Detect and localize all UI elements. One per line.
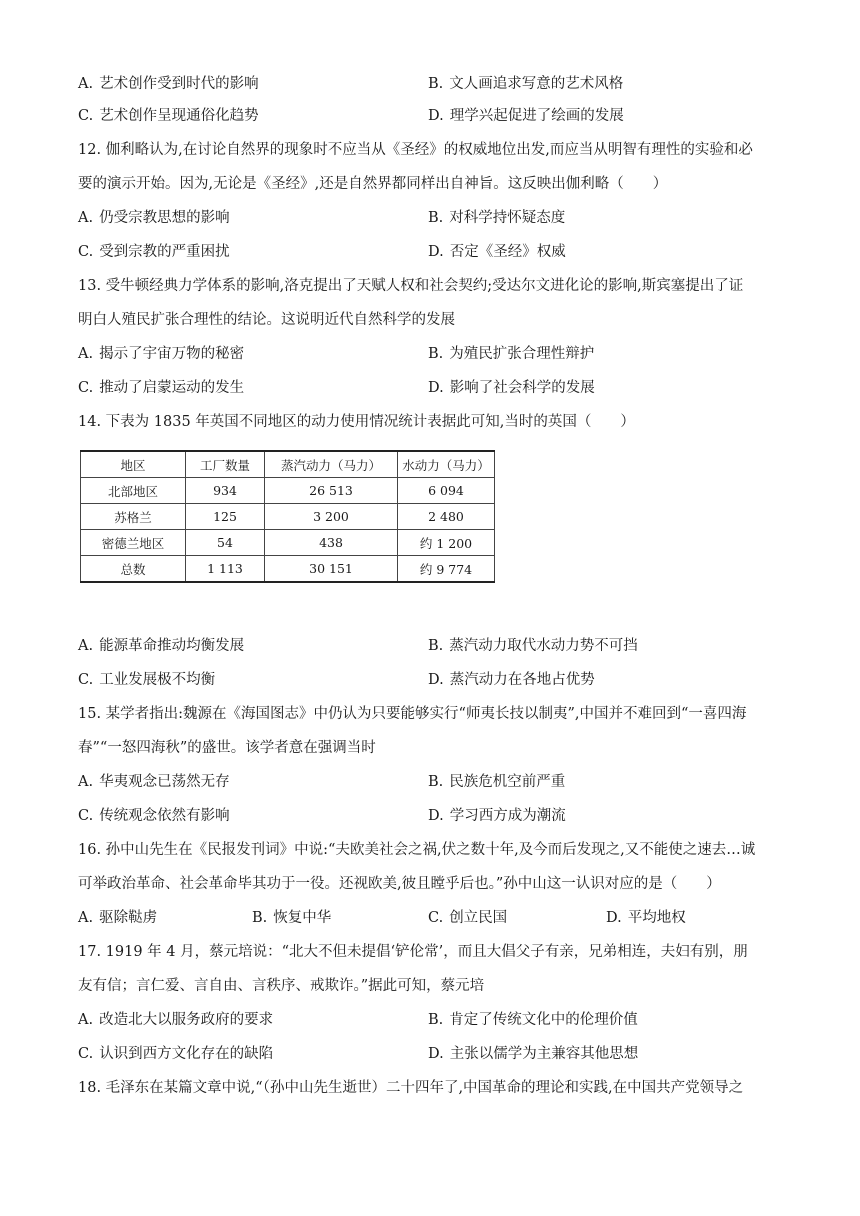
q17-option-a: A. 改造北大以服务政府的要求 <box>78 1012 274 1028</box>
q17-option-c: C. 认识到西方文化存在的缺陷 <box>78 1046 274 1062</box>
q16-stem-line1: 16. 孙中山先生在《民报发刊词》中说:“夫欧美社会之祸,伏之数十年,及今而后发现之,又不能使之速去…诚 <box>78 842 756 858</box>
q16-option-b: B. 恢复中华 <box>252 910 332 926</box>
q13-option-d: D. 影响了社会科学的发展 <box>428 380 595 396</box>
q12-stem-line2: 要的演示开始。因为,无论是《圣经》,还是自然界都同样出自神旨。这反映出伽利略（ ） <box>78 176 668 192</box>
q16-option-c: C. 创立民国 <box>428 910 508 926</box>
table-row <box>81 530 495 556</box>
table-row <box>81 556 495 583</box>
table-cell: 约 1 200 <box>398 530 495 556</box>
table-cell: 6 094 <box>398 478 495 504</box>
table-cell: 北部地区 <box>81 478 186 504</box>
q15-stem-line2: 春”“一怒四海秋”的盛世。该学者意在强调当时 <box>78 740 376 756</box>
q12-option-c: C. 受到宗教的严重困扰 <box>78 244 230 260</box>
table-cell: 54 <box>186 530 265 556</box>
table-cell: 934 <box>186 478 265 504</box>
q11-option-c: C. 艺术创作呈现通俗化趋势 <box>78 108 259 124</box>
q13-stem-line2: 明白人殖民扩张合理性的结论。这说明近代自然科学的发展 <box>78 312 455 328</box>
table-cell: 约 9 774 <box>398 556 495 583</box>
table-cell: 1 113 <box>186 556 265 583</box>
q12-option-b: B. 对科学持怀疑态度 <box>428 210 566 226</box>
q16-option-d: D. 平均地权 <box>606 910 686 926</box>
q16-option-a: A. 驱除鞑虏 <box>78 910 158 926</box>
q17-stem-line2: 友有信；言仁爱、言自由、言秩序、戒欺诈。”据此可知，蔡元培 <box>78 978 485 994</box>
q11-option-b: B. 文人画追求写意的艺术风格 <box>428 76 624 92</box>
q11-option-d: D. 理学兴起促进了绘画的发展 <box>428 108 624 124</box>
table-cell: 苏格兰 <box>81 504 186 530</box>
table-header-cell: 工厂数量 <box>186 451 265 478</box>
q13-stem-line1: 13. 受牛顿经典力学体系的影响,洛克提出了天赋人权和社会契约;受达尔文进化论的影响,斯宾塞提出了证 <box>78 278 744 294</box>
table-cell: 125 <box>186 504 265 530</box>
q12-option-d: D. 否定《圣经》权威 <box>428 244 566 260</box>
q14-stem-line1: 14. 下表为 1835 年英国不同地区的动力使用情况统计表据此可知,当时的英国（ ） <box>78 414 635 430</box>
q15-option-a: A. 华夷观念已荡然无存 <box>78 774 230 790</box>
q13-option-a: A. 揭示了宇宙万物的秘密 <box>78 346 245 362</box>
table-header-row <box>81 451 495 478</box>
q12-option-a: A. 仍受宗教思想的影响 <box>78 210 230 226</box>
table-header-cell: 水动力（马力） <box>398 451 495 478</box>
table-cell: 2 480 <box>398 504 495 530</box>
table-cell: 438 <box>265 530 398 556</box>
power-usage-table <box>80 450 495 583</box>
table-cell: 密德兰地区 <box>81 530 186 556</box>
q17-option-b: B. 肯定了传统文化中的伦理价值 <box>428 1012 638 1028</box>
table-row <box>81 504 495 530</box>
q12-stem-line1: 12. 伽利略认为,在讨论自然界的现象时不应当从《圣经》的权威地位出发,而应当从明智有理性的实验和必 <box>78 142 753 158</box>
q15-option-c: C. 传统观念依然有影响 <box>78 808 230 824</box>
q13-option-c: C. 推动了启蒙运动的发生 <box>78 380 245 396</box>
table-row <box>81 478 495 504</box>
table-header-cell: 蒸汽动力（马力） <box>265 451 398 478</box>
q14-option-d: D. 蒸汽动力在各地占优势 <box>428 672 595 688</box>
q15-stem-line1: 15. 某学者指出:魏源在《海国图志》中仍认为只要能够实行“师夷长技以制夷”,中国并不难回到“一喜四海 <box>78 706 747 722</box>
q13-option-b: B. 为殖民扩张合理性辩护 <box>428 346 595 362</box>
table-cell: 30 151 <box>265 556 398 583</box>
table-cell: 3 200 <box>265 504 398 530</box>
q16-stem-line2: 可举政治革命、社会革命毕其功于一役。还视欧美,彼且瞠乎后也。”孙中山这一认识对应的是（ ） <box>78 876 721 892</box>
q15-option-b: B. 民族危机空前严重 <box>428 774 566 790</box>
q14-option-b: B. 蒸汽动力取代水动力势不可挡 <box>428 638 638 654</box>
q17-stem-line1: 17. 1919 年 4 月，蔡元培说：“北大不但未提倡‘铲伦常’，而且大倡父子有亲，兄弟相连，夫妇有别，朋 <box>78 944 748 960</box>
q17-option-d: D. 主张以儒学为主兼容其他思想 <box>428 1046 639 1062</box>
table-cell: 总数 <box>81 556 186 583</box>
table-cell: 26 513 <box>265 478 398 504</box>
q18-stem-line1: 18. 毛泽东在某篇文章中说,“（孙中山先生逝世）二十四年了,中国革命的理论和实践,在中国共产党领导之 <box>78 1080 744 1096</box>
q15-option-d: D. 学习西方成为潮流 <box>428 808 566 824</box>
q14-option-c: C. 工业发展极不均衡 <box>78 672 216 688</box>
q11-option-a: A. 艺术创作受到时代的影响 <box>78 76 259 92</box>
q14-option-a: A. 能源革命推动均衡发展 <box>78 638 245 654</box>
table-header-cell: 地区 <box>81 451 186 478</box>
